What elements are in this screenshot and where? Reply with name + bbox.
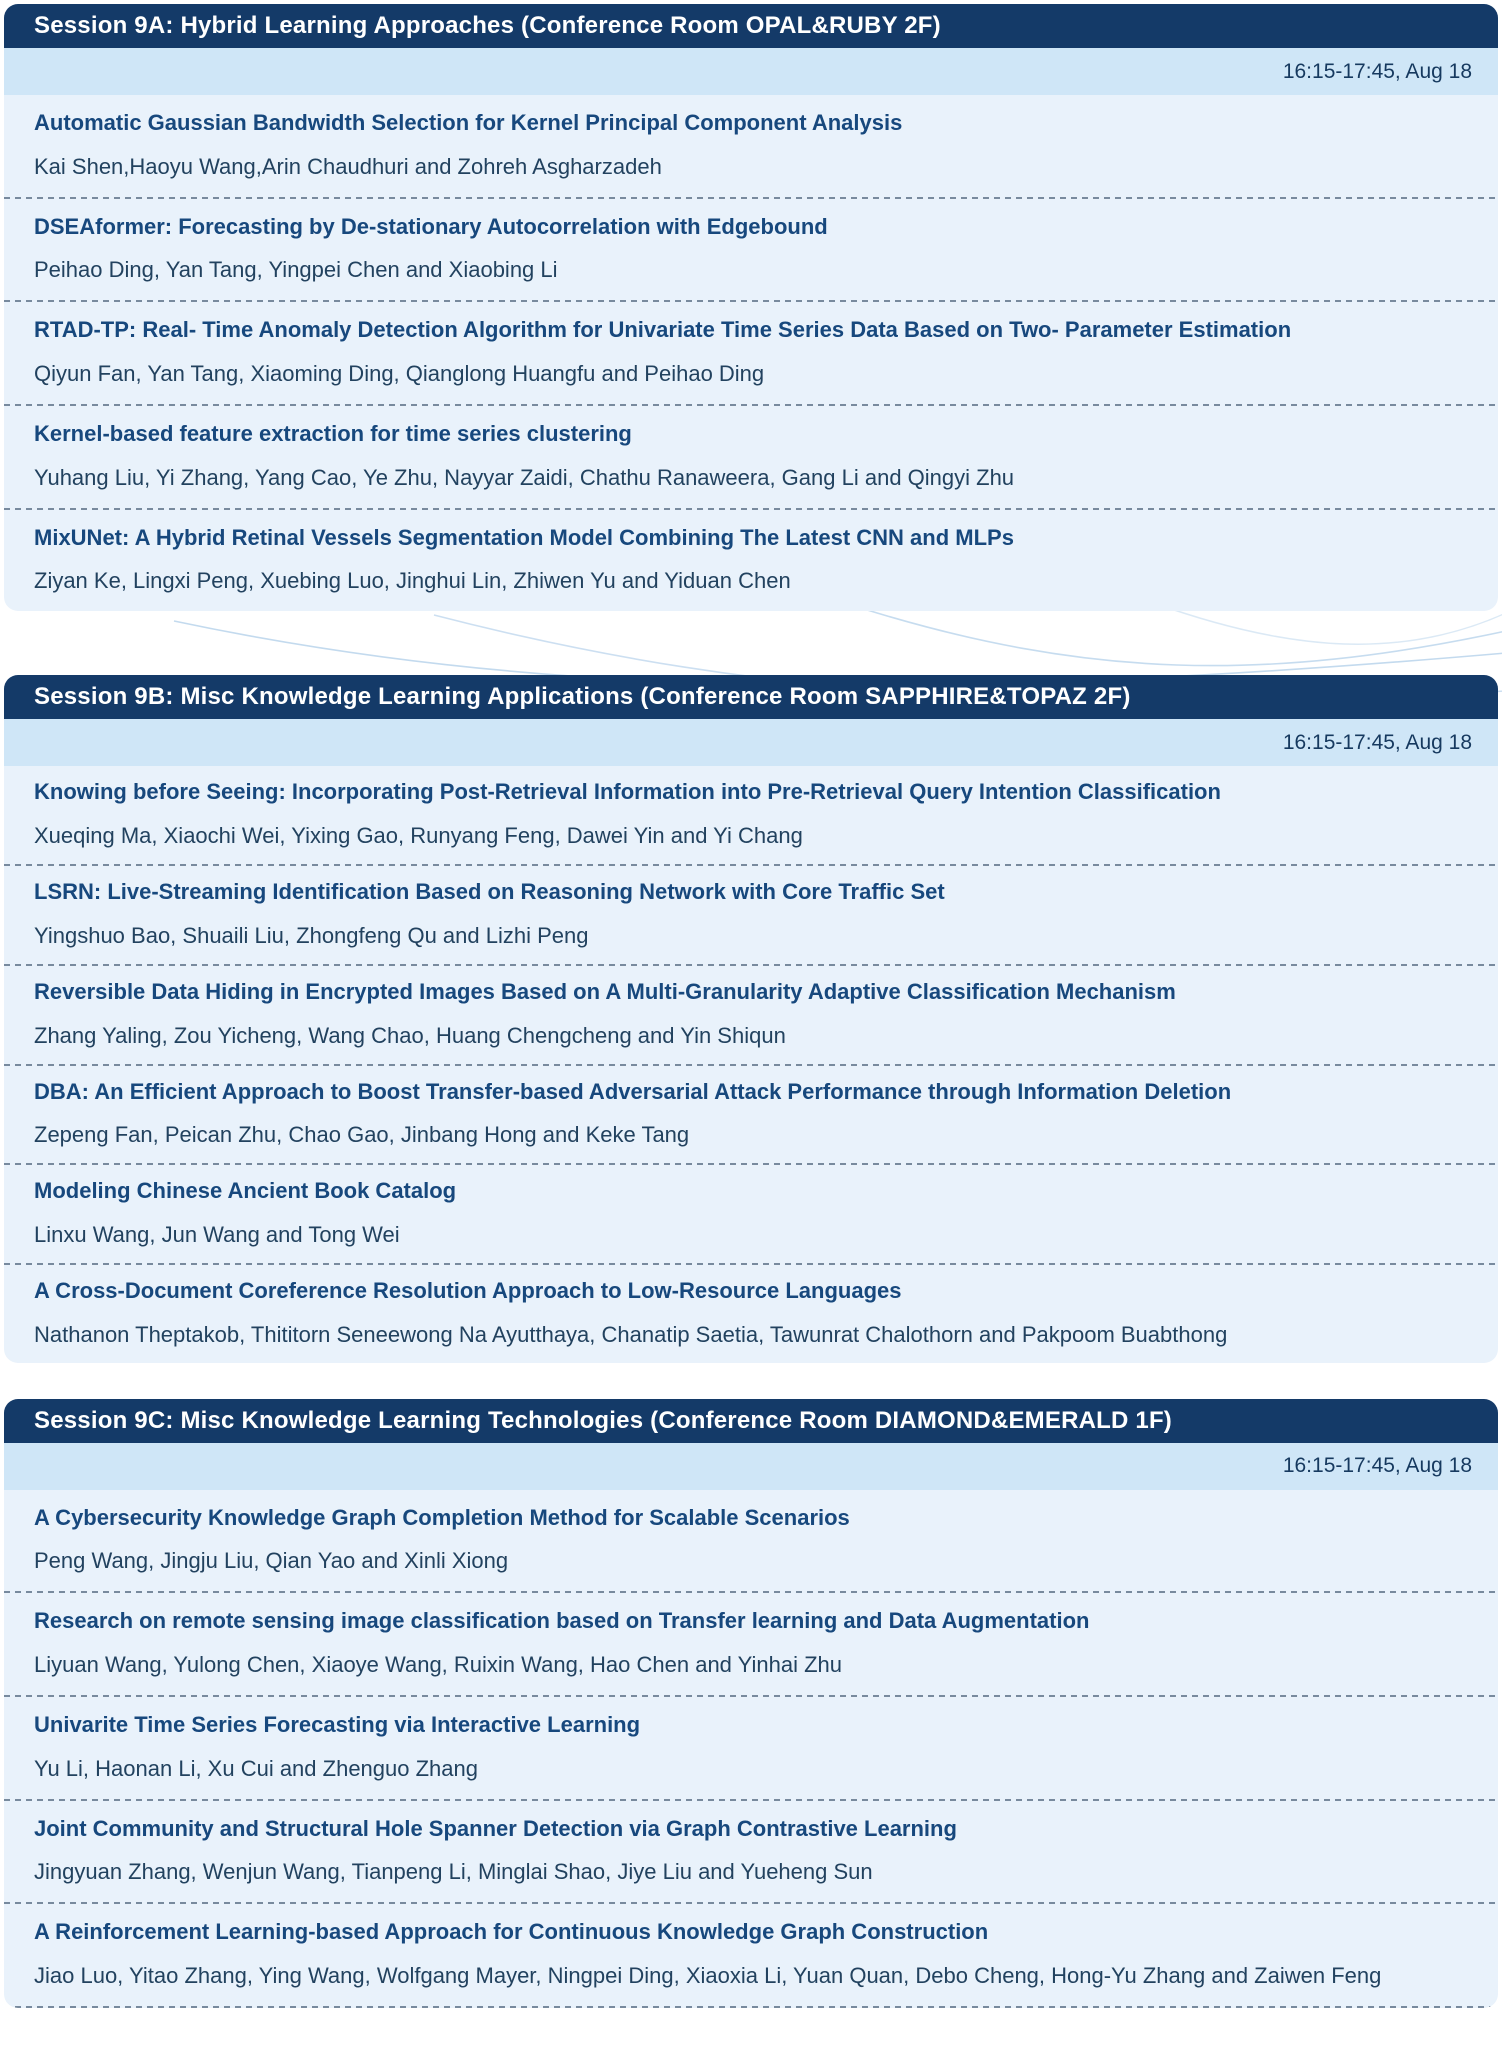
paper-title: A Cross-Document Coreference Resolution Approach to Low-Resource Languages bbox=[34, 1277, 902, 1303]
paper-title: DSEAformer: Forecasting by De-stationary Autocorrelation with Edgebound bbox=[34, 213, 828, 239]
paper-item bbox=[4, 302, 1498, 404]
paper-authors: Peng Wang, Jingju Liu, Qian Yao and Xinli Xiong bbox=[34, 1548, 509, 1574]
session-header-bar bbox=[4, 675, 1498, 719]
paper-authors: Linxu Wang, Jun Wang and Tong Wei bbox=[34, 1221, 400, 1247]
paper-item bbox=[4, 866, 1498, 964]
paper-separator bbox=[4, 1695, 1498, 1697]
paper-item bbox=[4, 1801, 1498, 1903]
paper-authors: Zhang Yaling, Zou Yicheng, Wang Chao, Huang Chengcheng and Yin Shiqun bbox=[34, 1022, 786, 1048]
session-title: Session 9B: Misc Knowledge Learning Applications (Conference Room SAPPHIRE&TOPAZ 2F) bbox=[34, 683, 1131, 711]
paper-item bbox=[4, 766, 1498, 864]
paper-separator bbox=[4, 964, 1498, 966]
paper-authors: Zepeng Fan, Peican Zhu, Chao Gao, Jinbang Hong and Keke Tang bbox=[34, 1122, 690, 1148]
paper-title: Automatic Gaussian Bandwidth Selection for Kernel Principal Component Analysis bbox=[34, 110, 903, 135]
paper-authors: Peihao Ding, Yan Tang, Yingpei Chen and Xiaobing Li bbox=[34, 257, 558, 283]
paper-title: A Reinforcement Learning-based Approach for Continuous Knowledge Graph Construction bbox=[34, 1919, 989, 1945]
paper-list bbox=[4, 766, 1498, 1362]
session-title: Session 9A: Hybrid Learning Approaches (Conference Room OPAL&RUBY 2F) bbox=[34, 12, 941, 39]
paper-item bbox=[4, 1593, 1498, 1695]
decorative-gap bbox=[4, 611, 1498, 675]
paper-title: Knowing before Seeing: Incorporating Post-Retrieval Information into Pre-Retrieval Query Intention Classification bbox=[34, 779, 1221, 805]
paper-item bbox=[4, 199, 1498, 301]
paper-title: MixUNet: A Hybrid Retinal Vessels Segmentation Model Combining The Latest CNN and MLPs bbox=[34, 524, 1014, 550]
paper-title: Research on remote sensing image classification based on Transfer learning and Data Augmentation bbox=[34, 1608, 1090, 1634]
paper-title: DBA: An Efficient Approach to Boost Transfer-based Adversarial Attack Performance through Information Deletion bbox=[34, 1078, 1232, 1104]
paper-separator bbox=[4, 508, 1498, 510]
paper-separator bbox=[4, 1064, 1498, 1066]
paper-title: Joint Community and Structural Hole Spanner Detection via Graph Contrastive Learning bbox=[34, 1815, 957, 1841]
paper-item bbox=[4, 1165, 1498, 1263]
paper-item bbox=[4, 1066, 1498, 1164]
session-card-1 bbox=[4, 4, 1498, 611]
paper-separator bbox=[4, 1163, 1498, 1165]
paper-title: Kernel-based feature extraction for time series clustering bbox=[34, 421, 632, 447]
paper-authors: Yingshuo Bao, Shuaili Liu, Zhongfeng Qu and Lizhi Peng bbox=[34, 922, 589, 948]
paper-title: Modeling Chinese Ancient Book Catalog bbox=[34, 1178, 457, 1204]
paper-separator bbox=[4, 404, 1498, 406]
session-header-bar bbox=[4, 1399, 1498, 1443]
session-time: 16:15-17:45, Aug 18 bbox=[1282, 730, 1472, 754]
paper-list bbox=[4, 95, 1498, 611]
paper-title: Univarite Time Series Forecasting via Interactive Learning bbox=[34, 1711, 641, 1737]
session-list bbox=[4, 4, 1498, 2008]
session-header-bar bbox=[4, 4, 1498, 48]
paper-item bbox=[4, 1697, 1498, 1799]
paper-authors: Jingyuan Zhang, Wenjun Wang, Tianpeng Li, Minglai Shao, Jiye Liu and Yueheng Sun bbox=[34, 1859, 873, 1885]
paper-separator bbox=[4, 197, 1498, 199]
paper-authors: Yuhang Liu, Yi Zhang, Yang Cao, Ye Zhu, Nayyar Zaidi, Chathu Ranaweera, Gang Li and Qingyi Zhu bbox=[34, 464, 1015, 490]
session-time: 16:15-17:45, Aug 18 bbox=[1282, 59, 1472, 83]
paper-item bbox=[4, 95, 1498, 197]
paper-authors: Liyuan Wang, Yulong Chen, Xiaoye Wang, Ruixin Wang, Hao Chen and Yinhai Zhu bbox=[34, 1651, 842, 1677]
paper-separator bbox=[4, 1263, 1498, 1265]
paper-item bbox=[4, 1904, 1498, 2006]
paper-authors: Kai Shen,Haoyu Wang,Arin Chaudhuri and Zohreh Asgharzadeh bbox=[34, 153, 662, 179]
paper-authors: Yu Li, Haonan Li, Xu Cui and Zhenguo Zhang bbox=[34, 1755, 478, 1781]
paper-item bbox=[4, 966, 1498, 1064]
paper-list bbox=[4, 1490, 1498, 2008]
paper-separator bbox=[4, 1902, 1498, 1904]
session-time: 16:15-17:45, Aug 18 bbox=[1282, 1454, 1472, 1478]
session-time-row bbox=[4, 48, 1498, 95]
paper-authors: Qiyun Fan, Yan Tang, Xiaoming Ding, Qianglong Huangfu and Peihao Ding bbox=[34, 361, 765, 387]
paper-separator bbox=[4, 864, 1498, 866]
session-title: Session 9C: Misc Knowledge Learning Technologies (Conference Room DIAMOND&EMERALD 1F) bbox=[34, 1406, 1173, 1434]
paper-item bbox=[4, 1490, 1498, 1592]
paper-separator bbox=[4, 300, 1498, 302]
paper-item bbox=[4, 406, 1498, 508]
paper-separator bbox=[4, 1799, 1498, 1801]
paper-separator bbox=[4, 2006, 1498, 2008]
session-time-row bbox=[4, 719, 1498, 766]
paper-authors: Xueqing Ma, Xiaochi Wei, Yixing Gao, Runyang Feng, Dawei Yin and Yi Chang bbox=[34, 823, 803, 849]
paper-authors: Ziyan Ke, Lingxi Peng, Xuebing Luo, Jinghui Lin, Zhiwen Yu and Yiduan Chen bbox=[34, 568, 791, 594]
paper-title: Reversible Data Hiding in Encrypted Images Based on A Multi-Granularity Adaptive Classification Mechanism bbox=[34, 978, 1176, 1004]
paper-title: RTAD-TP: Real- Time Anomaly Detection Algorithm for Univariate Time Series Data Based on Two- Parameter Estimation bbox=[34, 317, 1292, 343]
paper-item bbox=[4, 510, 1498, 612]
paper-title: A Cybersecurity Knowledge Graph Completion Method for Scalable Scenarios bbox=[34, 1504, 850, 1530]
paper-separator bbox=[4, 1591, 1498, 1593]
session-card-2 bbox=[4, 675, 1498, 1362]
session-time-row bbox=[4, 1443, 1498, 1490]
plain-gap bbox=[4, 1363, 1498, 1399]
paper-authors: Jiao Luo, Yitao Zhang, Ying Wang, Wolfgang Mayer, Ningpei Ding, Xiaoxia Li, Yuan Quan, Debo Cheng, Hong-Yu Zhang and Zaiwen Feng bbox=[34, 1963, 1382, 1988]
paper-authors: Nathanon Theptakob, Thititorn Seneewong Na Ayutthaya, Chanatip Saetia, Tawunrat Chalothorn and Pakpoom Buabthong bbox=[34, 1321, 1228, 1347]
paper-item bbox=[4, 1265, 1498, 1363]
session-card-3 bbox=[4, 1399, 1498, 2008]
paper-title: LSRN: Live-Streaming Identification Based on Reasoning Network with Core Traffic Set bbox=[34, 879, 945, 905]
